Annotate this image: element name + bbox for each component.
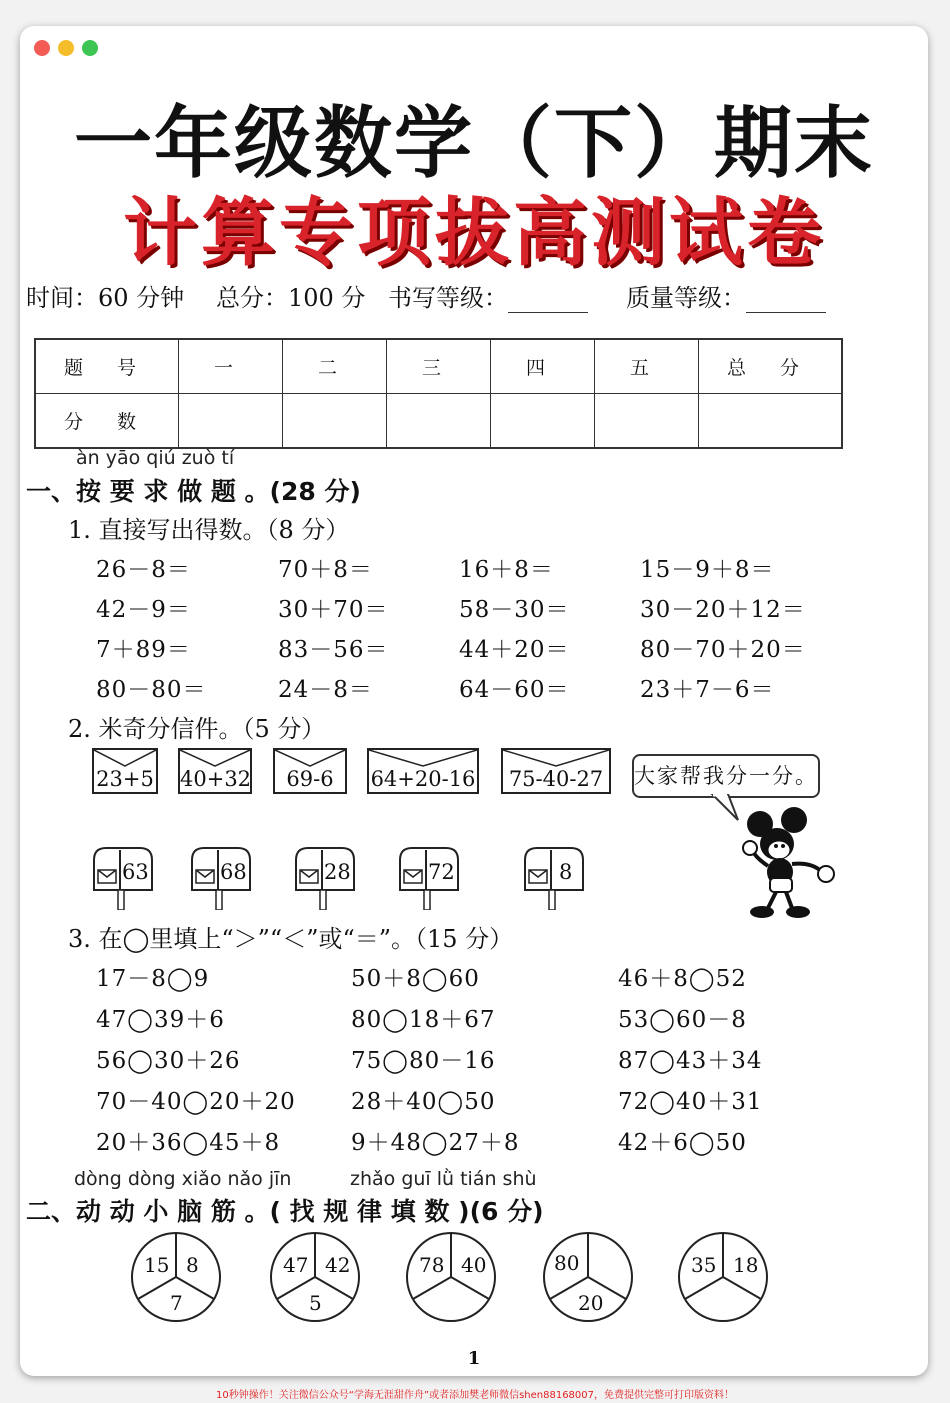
q1-item: 26－8＝: [96, 557, 191, 583]
q3-title: 3. 在◯里填上“＞”“＜”或“＝”。（15 分）: [68, 925, 514, 953]
time-label: 时间：60 分钟: [26, 284, 185, 312]
mailbox-icon: [523, 846, 585, 910]
mailbox-number: 72: [428, 860, 455, 884]
q1-item: 80－70＋20＝: [640, 637, 806, 663]
score-cell[interactable]: [283, 394, 387, 449]
score-header: 三: [387, 339, 491, 394]
writing-grade: [388, 278, 588, 313]
mickey-mouse-icon: [732, 806, 842, 921]
envelope[interactable]: [273, 748, 347, 794]
title-line-2: 计算专项拔高测试卷: [123, 190, 825, 276]
minimize-dot-icon[interactable]: [58, 40, 74, 56]
number-circle: [130, 1231, 222, 1323]
total-label: 总分：100 分: [216, 284, 366, 312]
circle-divider-icon: [677, 1231, 769, 1323]
quality-grade-label: 质量等级：: [626, 284, 746, 312]
score-header: 题 号: [35, 339, 179, 394]
q3-item: 70－40◯20＋20: [96, 1089, 296, 1115]
circle-number: 42: [325, 1253, 351, 1277]
score-cell[interactable]: [387, 394, 491, 449]
q1-item: 42－9＝: [96, 597, 191, 623]
envelope-label: 64+20-16: [370, 767, 476, 791]
close-dot-icon[interactable]: [34, 40, 50, 56]
score-row-label: 分 数: [35, 394, 179, 449]
envelope-label: 23+5: [96, 767, 154, 791]
score-table: [34, 338, 843, 449]
q1-title: 1. 直接写出得数。（8 分）: [68, 516, 350, 544]
page-number: 1: [467, 1348, 481, 1369]
writing-grade-label: 书写等级：: [388, 284, 508, 312]
q2-title: 2. 米奇分信件。（5 分）: [68, 715, 326, 743]
section1-title: 一、按 要 求 做 题 。(28 分): [26, 477, 361, 506]
speech-bubble: 大家帮我分一分。: [632, 754, 820, 798]
score-header: 五: [595, 339, 699, 394]
mailbox[interactable]: [398, 846, 460, 914]
envelope-label: 69-6: [286, 767, 334, 791]
q1-item: 83－56＝: [278, 637, 389, 663]
q3-item: 47◯39＋6: [96, 1007, 225, 1033]
score-cell[interactable]: [699, 394, 843, 449]
circle-number: 20: [578, 1291, 604, 1315]
q1-item: 44＋20＝: [459, 637, 570, 663]
circle-number: 40: [461, 1253, 487, 1277]
q3-item: 20＋36◯45＋8: [96, 1130, 281, 1156]
title-line-1: 一年级数学（下）期末: [73, 99, 874, 189]
q3-item: 87◯43＋34: [618, 1048, 763, 1074]
q3-item: 28＋40◯50: [351, 1089, 496, 1115]
q1-item: 15－9＋8＝: [640, 557, 775, 583]
section2-title: 二、动 动 小 脑 筋 。( 找 规 律 填 数 )(6 分): [26, 1197, 544, 1226]
mailbox-number: 8: [559, 860, 573, 884]
mailbox-number: 28: [324, 860, 351, 884]
number-circle: [405, 1231, 497, 1323]
mailbox[interactable]: [92, 846, 154, 914]
envelope-label: 40+32: [180, 767, 252, 791]
envelope[interactable]: [367, 748, 479, 794]
q3-item: 17－8◯9: [96, 966, 210, 992]
mailbox-number: 63: [122, 860, 149, 884]
mailbox[interactable]: [523, 846, 585, 914]
document-window: [20, 26, 928, 1376]
q1-item: 16＋8＝: [459, 557, 554, 583]
quality-grade: [626, 278, 826, 313]
circle-number: 47: [283, 1253, 309, 1277]
circle-number: 8: [186, 1253, 199, 1277]
circle-number: 18: [733, 1253, 759, 1277]
quality-grade-blank[interactable]: [746, 288, 826, 313]
number-circle: [542, 1231, 634, 1323]
q3-item: 75◯80－16: [351, 1048, 496, 1074]
circle-number[interactable]: 7: [170, 1291, 183, 1315]
envelope-label: 75-40-27: [508, 767, 604, 791]
score-cell[interactable]: [595, 394, 699, 449]
envelope[interactable]: [501, 748, 611, 794]
q3-item: 80◯18＋67: [351, 1007, 496, 1033]
q1-item: 30＋70＝: [278, 597, 389, 623]
q1-item: 64－60＝: [459, 677, 570, 703]
score-header: 一: [179, 339, 283, 394]
mailbox[interactable]: [294, 846, 356, 914]
footer-notice: 10秒钟操作！关注微信公众号“学海无涯甜作舟”或者添加樊老师微信shen88168007，免费提供完整可打印版资料！: [215, 1390, 735, 1401]
circle-divider-icon: [405, 1231, 497, 1323]
writing-grade-blank[interactable]: [508, 288, 588, 313]
q3-item: 72◯40＋31: [618, 1089, 763, 1115]
q1-item: 7＋89＝: [96, 637, 191, 663]
circle-number: 35: [691, 1253, 717, 1277]
q3-item: 46＋8◯52: [618, 966, 747, 992]
q1-item: 70＋8＝: [278, 557, 373, 583]
number-circle: [269, 1231, 361, 1323]
q1-item: 58－30＝: [459, 597, 570, 623]
q3-item: 50＋8◯60: [351, 966, 480, 992]
q1-item: 80－80＝: [96, 677, 207, 703]
q1-item: 23＋7－6＝: [640, 677, 775, 703]
q1-item: 24－8＝: [278, 677, 373, 703]
circle-number[interactable]: 5: [309, 1291, 322, 1315]
mailbox-number: 68: [220, 860, 247, 884]
circle-number: 78: [419, 1253, 445, 1277]
q3-item: 53◯60－8: [618, 1007, 747, 1033]
envelope[interactable]: [178, 748, 252, 794]
score-header: 二: [283, 339, 387, 394]
circle-number: 80: [554, 1251, 580, 1275]
number-circle: [677, 1231, 769, 1323]
circle-number: 15: [144, 1253, 170, 1277]
q3-item: 9＋48◯27＋8: [351, 1130, 520, 1156]
score-cell[interactable]: [179, 394, 283, 449]
section2-pinyin-2: zhǎo guī lǜ tián shù: [350, 1168, 537, 1190]
score-header: 总 分: [699, 339, 843, 394]
q3-item: 42＋6◯50: [618, 1130, 747, 1156]
section2-pinyin-1: dòng dòng xiǎo nǎo jīn: [74, 1168, 292, 1190]
maximize-dot-icon[interactable]: [82, 40, 98, 56]
q1-item: 30－20＋12＝: [640, 597, 806, 623]
envelope[interactable]: [92, 748, 158, 794]
section1-pinyin: àn yāo qiú zuò tí: [76, 447, 235, 469]
score-header: 四: [491, 339, 595, 394]
score-cell[interactable]: [491, 394, 595, 449]
mailbox[interactable]: [190, 846, 252, 914]
q3-item: 56◯30＋26: [96, 1048, 241, 1074]
